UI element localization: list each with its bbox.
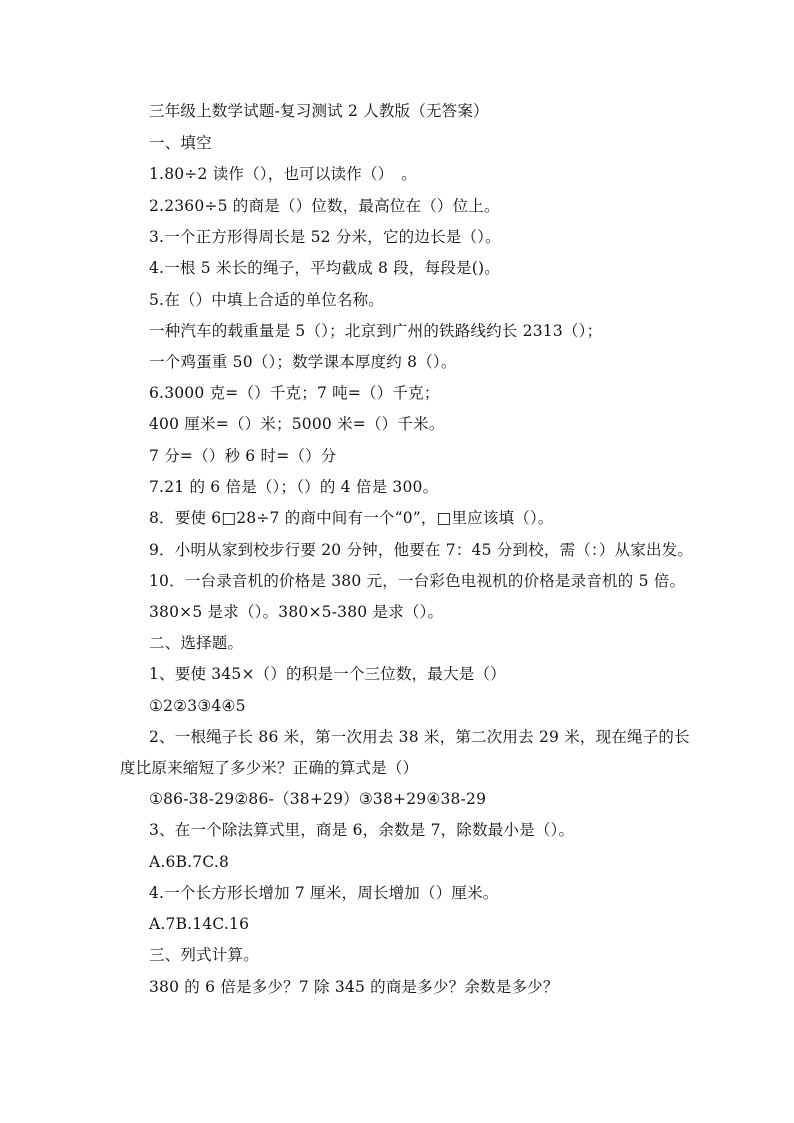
choice-options: ①86-38-29②86-（38+29）③38+29④38-29	[149, 790, 487, 808]
section-heading-multiple-choice: 二、选择题。	[149, 634, 244, 652]
question-line: 6.3000 克=（）千克；7 吨=（）千克；	[149, 384, 440, 402]
question-line: 8．要使 6□28÷7 的商中间有一个“0”，□里应该填（）。	[149, 509, 554, 527]
question-line: 3、在一个除法算式里，商是 6，余数是 7，除数最小是（）。	[149, 821, 575, 839]
choice-options: ①2②3③4④5	[149, 697, 246, 715]
question-line: 4.一根 5 米长的绳子，平均截成 8 段，每段是()。	[149, 259, 500, 277]
question-line: 7.21 的 6 倍是（）；（）的 4 倍是 300。	[149, 478, 439, 496]
question-line: 380 的 6 倍是多少？7 除 345 的商是多少？余数是多少？	[149, 978, 559, 996]
question-line: 400 厘米=（）米；5000 米=（）千米。	[149, 415, 445, 433]
section-heading-calculation: 三、列式计算。	[149, 946, 259, 964]
question-line: 3.一个正方形得周长是 52 分米，它的边长是（）。	[149, 228, 501, 246]
question-line: 4.一个长方形长增加 7 厘米，周长增加（）厘米。	[149, 884, 499, 902]
question-line: 一种汽车的载重量是 5（）；北京到广州的铁路线约长 2313（）；	[149, 322, 603, 340]
question-line: 2、一根绳子长 86 米，第一次用去 38 米，第二次用去 29 米，现在绳子的长	[149, 728, 690, 746]
question-line: 380×5 是求（）。380×5-380 是求（）。	[149, 603, 444, 621]
question-line: 1、要使 345×（）的积是一个三位数，最大是（）	[149, 665, 506, 683]
document-title: 三年级上数学试题-复习测试 2 人教版（无答案）	[149, 102, 489, 120]
question-line: 1.80÷2 读作（），也可以读作（） 。	[149, 165, 417, 183]
question-line: 10．一台录音机的价格是 380 元，一台彩色电视机的价格是录音机的 5 倍。	[149, 572, 686, 590]
section-heading-fill-blank: 一、填空	[149, 134, 212, 152]
question-line: 5.在（）中填上合适的单位名称。	[149, 291, 384, 309]
question-line: 7 分=（）秒 6 时=（）分	[149, 447, 337, 465]
choice-options: A.7B.14C.16	[149, 915, 250, 933]
question-line: 一个鸡蛋重 50（）；数学课本厚度约 8（）。	[149, 353, 457, 371]
question-line-continuation: 度比原来缩短了多少米？正确的算式是（）	[120, 759, 419, 777]
choice-options: A.6B.7C.8	[149, 853, 230, 871]
question-line: 9．小明从家到校步行要 20 分钟，他要在 7：45 分到校，需（：）从家出发。	[149, 541, 694, 559]
question-line: 2.2360÷5 的商是（）位数，最高位在（）位上。	[149, 197, 500, 215]
